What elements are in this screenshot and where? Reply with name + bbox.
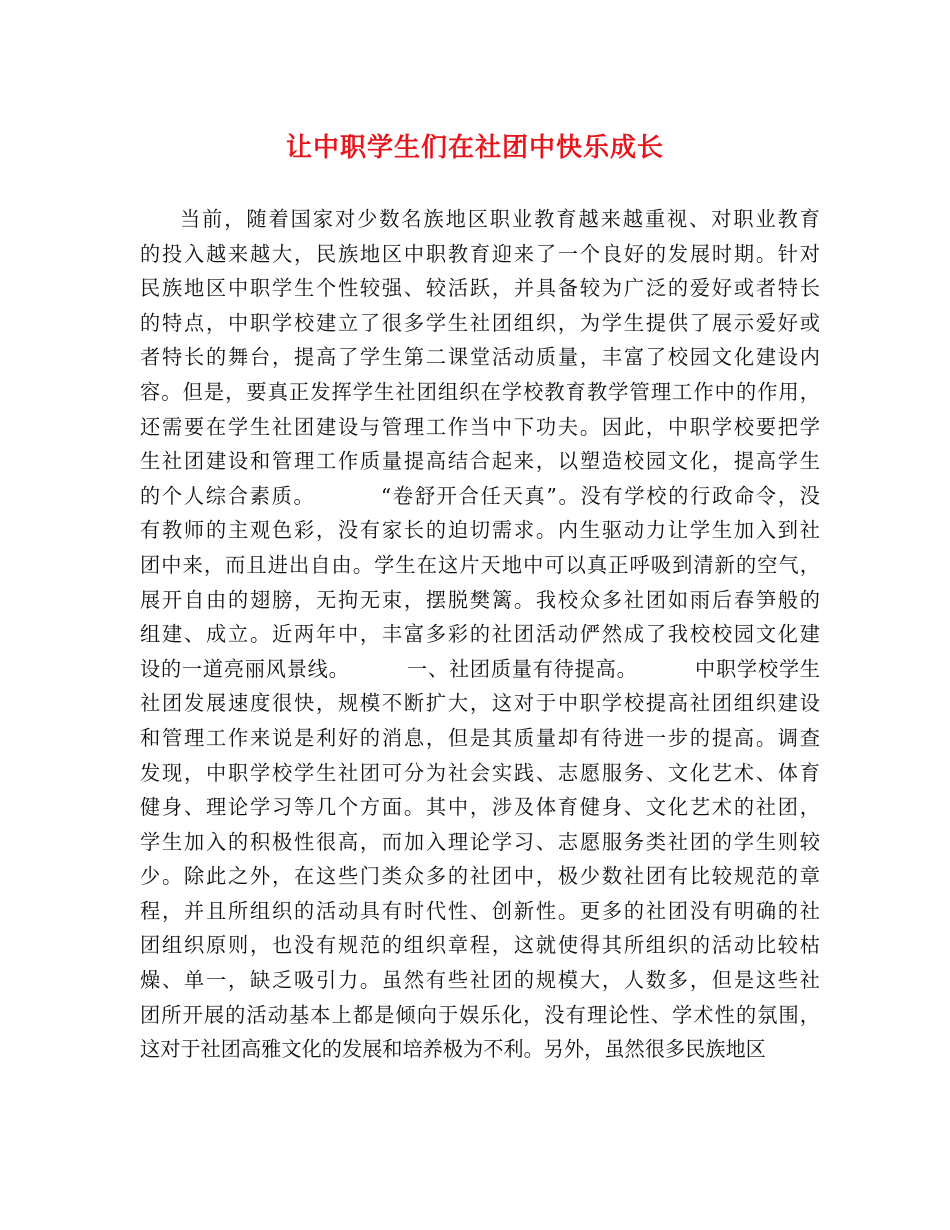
text-line: 和管理工作来说是利好的消息，但是其质量却有待进一步的提高。调查	[140, 725, 820, 750]
text-line: 者特长的舞台，提高了学生第二课堂活动质量，丰富了校园文化建设内	[140, 345, 820, 370]
text-line: 程，并且所组织的活动具有时代性、创新性。更多的社团没有明确的社	[140, 898, 820, 923]
text-line: 社团发展速度很快，规模不断扩大，这对于中职学校提高社团组织建设	[140, 691, 820, 716]
text-line: 团组织原则，也没有规范的组织章程，这就使得其所组织的活动比较枯	[140, 933, 820, 958]
text-line: 的个人综合素质。 “卷舒开合任天真”。没有学校的行政命令，没	[140, 483, 820, 508]
text-line: 的特点，中职学校建立了很多学生社团组织，为学生提供了展示爱好或	[140, 310, 820, 335]
text-line: 少。除此之外，在这些门类众多的社团中，极少数社团有比较规范的章	[140, 864, 820, 889]
text-line: 容。但是，要真正发挥学生社团组织在学校教育教学管理工作中的作用，	[140, 379, 820, 404]
text-line: 团所开展的活动基本上都是倾向于娱乐化，没有理论性、学术性的氛围，	[140, 1002, 820, 1027]
page-title: 让中职学生们在社团中快乐成长	[285, 133, 664, 163]
text-line: 的投入越来越大，民族地区中职教育迎来了一个良好的发展时期。针对	[140, 241, 820, 266]
text-line: 健身、理论学习等几个方面。其中，涉及体育健身、文化艺术的社团，	[140, 795, 820, 820]
text-line: 民族地区中职学生个性较强、较活跃，并具备较为广泛的爱好或者特长	[140, 276, 820, 301]
text-line: 当前，随着国家对少数名族地区职业教育越来越重视、对职业教育	[180, 207, 820, 231]
text-line: 学生加入的积极性很高，而加入理论学习、志愿服务类社团的学生则较	[140, 829, 820, 854]
text-line: 组建、成立。近两年中，丰富多彩的社团活动俨然成了我校校园文化建	[140, 622, 820, 647]
text-line: 燥、单一，缺乏吸引力。虽然有些社团的规模大，人数多，但是这些社	[140, 968, 820, 993]
text-line: 生社团建设和管理工作质量提高结合起来，以塑造校园文化，提高学生	[140, 449, 820, 474]
text-line: 团中来，而且进出自由。学生在这片天地中可以真正呼吸到清新的空气，	[140, 552, 820, 577]
text-line: 有教师的主观色彩，没有家长的迫切需求。内生驱动力让学生加入到社	[140, 518, 820, 543]
text-line: 设的一道亮丽风景线。 一、社团质量有待提高。 中职学校学生	[140, 656, 820, 681]
text-line: 这对于社团高雅文化的发展和培养极为不利。另外，虽然很多民族地区	[140, 1037, 766, 1062]
text-line: 发现，中职学校学生社团可分为社会实践、志愿服务、文化艺术、体育	[140, 760, 820, 785]
text-line: 展开自由的翅膀，无拘无束，摆脱樊篱。我校众多社团如雨后春笋般的	[140, 587, 820, 612]
text-line: 还需要在学生社团建设与管理工作当中下功夫。因此，中职学校要把学	[140, 414, 820, 439]
article-body	[140, 202, 820, 1067]
